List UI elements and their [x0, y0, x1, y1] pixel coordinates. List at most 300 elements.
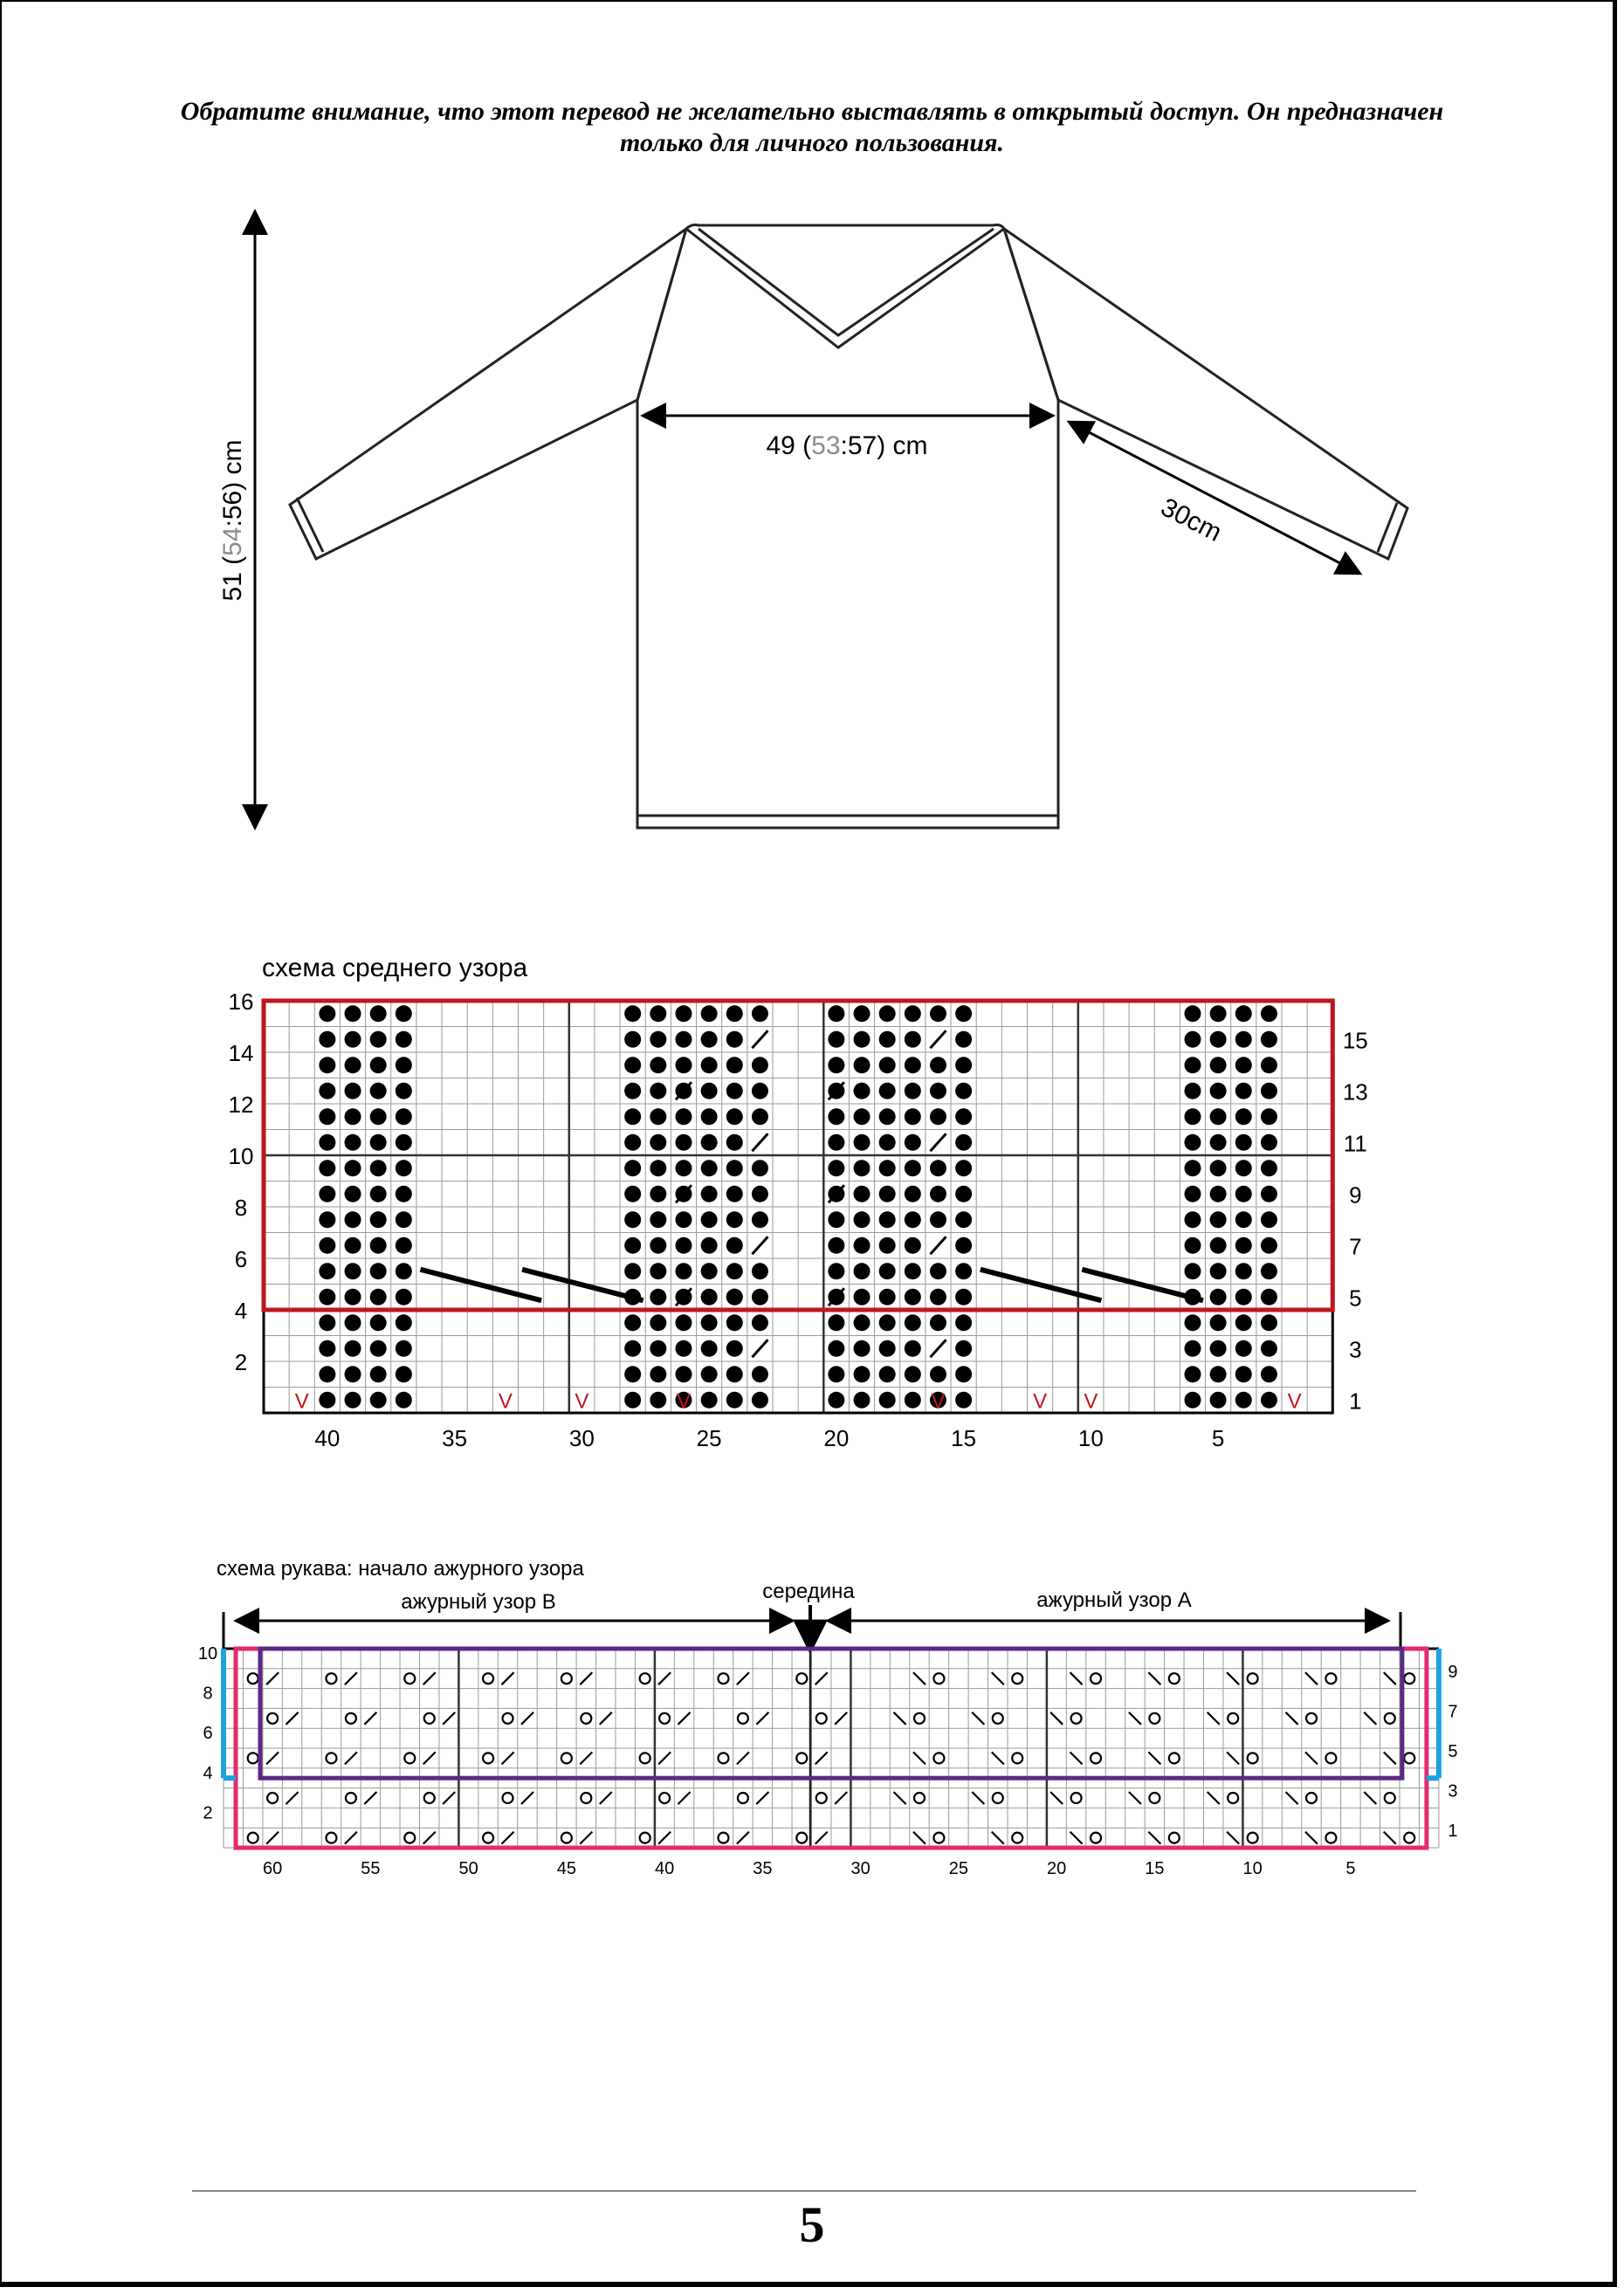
purl-dot — [905, 1340, 921, 1357]
purl-dot — [370, 1237, 387, 1254]
purl-dot — [1184, 1005, 1201, 1022]
purl-dot — [930, 1005, 946, 1022]
chest-alt: 53 — [811, 431, 841, 460]
decrease-symbol — [1384, 1672, 1396, 1684]
stitch-label: 35 — [442, 1425, 468, 1451]
purl-dot — [370, 1263, 387, 1279]
purl-dot — [370, 1314, 387, 1331]
purl-dot — [1210, 1134, 1227, 1151]
purl-dot — [879, 1392, 896, 1409]
purl-dot — [854, 1263, 870, 1279]
decrease-symbol — [1148, 1832, 1160, 1844]
sleeve-label: 30cm — [1156, 493, 1227, 548]
purl-dot — [650, 1211, 666, 1228]
slip-v-mark: V — [575, 1389, 589, 1414]
purl-dot — [930, 1366, 946, 1382]
decrease-symbol — [658, 1752, 671, 1764]
row-label-right: 15 — [1342, 1027, 1368, 1054]
purl-dot — [1184, 1057, 1201, 1073]
decrease-symbol — [972, 1792, 984, 1804]
purl-dot — [1261, 1340, 1277, 1357]
decrease-symbol — [815, 1672, 828, 1684]
purl-dot — [701, 1263, 718, 1279]
stitch-label: 45 — [556, 1859, 576, 1878]
slip-v-mark: V — [676, 1389, 691, 1414]
decrease-symbol — [1364, 1792, 1376, 1804]
purl-dot — [650, 1314, 666, 1331]
purl-dot — [370, 1366, 387, 1382]
row-label-left: 2 — [234, 1349, 248, 1375]
purl-dot — [701, 1314, 718, 1331]
decrease-symbol — [1148, 1752, 1160, 1764]
decrease-symbol — [835, 1792, 847, 1804]
purl-dot — [879, 1289, 896, 1305]
purl-dot — [675, 1031, 692, 1048]
yarn-over-symbol — [718, 1753, 728, 1763]
purl-dot — [345, 1392, 361, 1409]
purl-dot — [905, 1392, 921, 1409]
yarn-over-symbol — [1091, 1753, 1101, 1763]
decrease-symbol — [502, 1672, 514, 1684]
purl-dot — [955, 1005, 972, 1022]
purl-dot — [370, 1005, 387, 1022]
purl-dot — [879, 1366, 896, 1382]
decrease-symbol — [930, 1133, 946, 1151]
sleeve-chart — [198, 1605, 1458, 1878]
yarn-over-symbol — [914, 1713, 925, 1724]
purl-dot — [955, 1160, 972, 1176]
purl-dot — [854, 1057, 870, 1073]
purl-dot — [828, 1314, 844, 1331]
yarn-over-symbol — [1385, 1793, 1395, 1803]
middle-chart-title: схема среднего узора — [262, 954, 528, 982]
purl-dot — [879, 1211, 896, 1228]
left-sleeve — [290, 229, 686, 559]
purl-dot — [650, 1186, 666, 1202]
decrease-symbol — [266, 1672, 279, 1684]
decrease-symbol — [1305, 1832, 1318, 1844]
row-label-left: 16 — [228, 989, 254, 1015]
purl-dot — [905, 1366, 921, 1382]
yarn-over-symbol — [1325, 1753, 1336, 1763]
purl-dot — [955, 1237, 972, 1254]
chest-label — [766, 431, 927, 460]
purl-dot — [396, 1237, 412, 1254]
purl-dot — [701, 1366, 718, 1382]
decrease-symbol — [1286, 1712, 1298, 1725]
purl-dot — [879, 1057, 896, 1073]
row-label-left: 2 — [203, 1803, 213, 1823]
chest-main: 49 ( — [766, 431, 812, 460]
purl-dot — [396, 1314, 412, 1331]
decrease-symbol — [1227, 1832, 1239, 1844]
decrease-symbol — [580, 1832, 592, 1844]
purl-dot — [1210, 1211, 1227, 1228]
purl-dot — [396, 1108, 412, 1125]
purl-dot — [752, 1211, 768, 1228]
yarn-over-symbol — [346, 1793, 356, 1803]
purl-dot — [701, 1160, 718, 1176]
row-label-right: 1 — [1448, 1822, 1458, 1842]
purl-dot — [1261, 1108, 1277, 1125]
row-label-left: 6 — [203, 1724, 213, 1744]
purl-dot — [828, 1160, 844, 1176]
purl-dot — [319, 1005, 335, 1022]
decrease-symbol — [600, 1792, 612, 1804]
purl-dot — [319, 1289, 335, 1305]
purl-dot — [396, 1160, 412, 1176]
purl-dot — [1210, 1263, 1227, 1279]
purl-dot — [675, 1366, 692, 1382]
yarn-over-symbol — [933, 1753, 944, 1763]
yarn-over-symbol — [581, 1713, 591, 1724]
purl-dot — [319, 1108, 335, 1125]
decrease-symbol — [752, 1340, 767, 1357]
yarn-over-symbol — [1404, 1833, 1414, 1843]
decrease-symbol — [1227, 1672, 1239, 1684]
purl-dot — [828, 1134, 844, 1151]
purl-dot — [319, 1314, 335, 1331]
stitch-label: 25 — [948, 1859, 968, 1878]
purl-dot — [1210, 1340, 1227, 1357]
decrease-symbol — [580, 1752, 592, 1764]
decrease-symbol — [752, 1133, 767, 1151]
purl-dot — [1261, 1211, 1277, 1228]
purl-dot — [701, 1340, 718, 1357]
length-alt: 54 — [218, 527, 247, 556]
decrease-symbol — [1305, 1672, 1318, 1684]
purl-dot — [396, 1392, 412, 1409]
purl-dot — [1235, 1392, 1252, 1409]
purl-dot — [854, 1289, 870, 1305]
slip-stitch-line — [420, 1270, 541, 1301]
yarn-over-symbol — [248, 1753, 258, 1763]
purl-dot — [828, 1031, 844, 1048]
decrease-symbol — [1129, 1712, 1141, 1725]
purl-dot — [701, 1134, 718, 1151]
yarn-over-symbol — [1385, 1713, 1395, 1724]
purl-dot — [828, 1392, 844, 1409]
purl-dot — [752, 1005, 768, 1022]
yarn-over-symbol — [1169, 1753, 1180, 1763]
decrease-symbol — [1286, 1792, 1298, 1804]
yarn-over-symbol — [267, 1713, 278, 1724]
yarn-over-symbol — [561, 1753, 572, 1763]
privacy-notice: Обратите внимание, что этот перевод не желательно выставлять в открытый доступ. Он предназначен только для личного пользования. — [180, 97, 1444, 157]
slip-v-mark: V — [1287, 1389, 1302, 1414]
purl-dot — [828, 1057, 844, 1073]
purl-dot — [370, 1186, 387, 1202]
purl-dot — [624, 1392, 641, 1409]
purl-dot — [396, 1289, 412, 1305]
purl-dot — [905, 1211, 921, 1228]
yarn-over-symbol — [993, 1793, 1003, 1803]
purl-dot — [319, 1186, 335, 1202]
purl-dot — [319, 1263, 335, 1279]
purl-dot — [1184, 1186, 1201, 1202]
yarn-over-symbol — [1071, 1793, 1082, 1803]
yarn-over-symbol — [326, 1673, 336, 1684]
purl-dot — [955, 1366, 972, 1382]
row-label-right: 3 — [1448, 1781, 1458, 1801]
purl-dot — [955, 1057, 972, 1073]
purl-dot — [345, 1186, 361, 1202]
decrease-symbol — [1129, 1792, 1141, 1804]
decrease-symbol — [423, 1832, 436, 1844]
decrease-symbol — [266, 1832, 279, 1844]
yarn-over-symbol — [1012, 1673, 1022, 1684]
purl-dot — [701, 1211, 718, 1228]
stitch-label: 15 — [1145, 1859, 1165, 1878]
yarn-over-symbol — [404, 1753, 415, 1763]
purl-dot — [701, 1108, 718, 1125]
yarn-over-symbol — [816, 1713, 827, 1724]
yarn-over-symbol — [659, 1793, 670, 1803]
purl-dot — [905, 1263, 921, 1279]
purl-dot — [1235, 1083, 1252, 1099]
purl-dot — [930, 1108, 946, 1125]
purl-dot — [675, 1211, 692, 1228]
decrease-symbol — [1208, 1712, 1220, 1725]
row-label-right: 3 — [1349, 1336, 1362, 1363]
purl-dot — [752, 1083, 768, 1099]
purl-dot — [879, 1108, 896, 1125]
stitch-label: 40 — [314, 1425, 341, 1451]
purl-dot — [1210, 1083, 1227, 1099]
yarn-over-symbol — [993, 1713, 1003, 1724]
purl-dot — [854, 1005, 870, 1022]
decrease-symbol — [930, 1030, 946, 1048]
sweater-schematic — [290, 225, 1407, 829]
purl-dot — [345, 1057, 361, 1073]
purl-dot — [675, 1057, 692, 1073]
row-label-left: 12 — [228, 1092, 254, 1118]
decrease-symbol — [345, 1832, 357, 1844]
yarn-over-symbol — [483, 1673, 493, 1684]
purl-dot — [624, 1237, 641, 1254]
purl-dot — [319, 1134, 335, 1151]
purl-dot — [828, 1211, 844, 1228]
purl-dot — [624, 1314, 641, 1331]
decrease-symbol — [992, 1752, 1004, 1764]
purl-dot — [1210, 1237, 1227, 1254]
decrease-symbol — [678, 1712, 691, 1725]
purl-dot — [624, 1263, 641, 1279]
purl-dot — [905, 1186, 921, 1202]
purl-dot — [828, 1237, 844, 1254]
purl-dot — [854, 1237, 870, 1254]
purl-dot — [650, 1340, 666, 1357]
purl-dot — [701, 1186, 718, 1202]
purl-dot — [1261, 1314, 1277, 1331]
purl-dot — [1184, 1083, 1201, 1099]
decrease-symbol — [1384, 1752, 1396, 1764]
purl-dot — [726, 1340, 743, 1357]
decrease-symbol — [364, 1712, 376, 1725]
purl-dot — [1261, 1160, 1277, 1176]
stitch-label: 30 — [850, 1859, 870, 1878]
slip-v-mark: V — [1033, 1389, 1048, 1414]
slip-stitch-line — [981, 1270, 1102, 1301]
purl-dot — [345, 1237, 361, 1254]
purl-dot — [345, 1134, 361, 1151]
purl-dot — [905, 1057, 921, 1073]
decrease-symbol — [1305, 1752, 1318, 1764]
yarn-over-symbol — [1012, 1753, 1022, 1763]
purl-dot — [650, 1134, 666, 1151]
purl-dot — [675, 1134, 692, 1151]
purl-dot — [701, 1057, 718, 1073]
decrease-symbol — [600, 1712, 612, 1725]
purl-dot — [905, 1314, 921, 1331]
purl-dot — [650, 1108, 666, 1125]
purl-dot — [854, 1108, 870, 1125]
decrease-symbol — [423, 1672, 436, 1684]
decrease-symbol — [1208, 1792, 1220, 1804]
decrease-symbol — [678, 1792, 691, 1804]
purl-dot — [726, 1134, 743, 1151]
yarn-over-symbol — [326, 1753, 336, 1763]
purl-dot — [828, 1005, 844, 1022]
yarn-over-symbol — [404, 1833, 415, 1843]
row-label-right: 9 — [1349, 1181, 1362, 1209]
purl-dot — [370, 1211, 387, 1228]
purl-dot — [828, 1263, 844, 1279]
purl-dot — [726, 1186, 743, 1202]
neckline — [686, 225, 1004, 230]
purl-dot — [650, 1005, 666, 1022]
yarn-over-symbol — [1248, 1753, 1258, 1763]
purl-dot — [1210, 1392, 1227, 1409]
decrease-symbol — [1364, 1712, 1376, 1725]
purl-dot — [930, 1186, 946, 1202]
purl-dot — [955, 1134, 972, 1151]
purl-dot — [345, 1366, 361, 1382]
decrease-symbol — [913, 1832, 926, 1844]
purl-dot — [396, 1005, 412, 1022]
yarn-over-symbol — [659, 1713, 670, 1724]
purl-dot — [1261, 1083, 1277, 1099]
yarn-over-symbol — [248, 1833, 258, 1843]
decrease-symbol — [1148, 1672, 1160, 1684]
purl-dot — [905, 1237, 921, 1254]
decrease-symbol — [930, 1237, 946, 1254]
purl-dot — [955, 1031, 972, 1048]
purl-dot — [396, 1134, 412, 1151]
stitch-label: 60 — [263, 1859, 283, 1878]
yarn-over-symbol — [1228, 1713, 1238, 1724]
decrease-symbol — [1227, 1752, 1239, 1764]
page-number: 5 — [799, 2196, 825, 2253]
decrease-symbol — [580, 1672, 592, 1684]
slip-v-mark: V — [498, 1389, 513, 1414]
yarn-over-symbol — [1404, 1673, 1414, 1684]
purl-dot — [1235, 1340, 1252, 1357]
purl-dot — [1235, 1134, 1252, 1151]
purl-dot — [701, 1005, 718, 1022]
purl-dot — [930, 1289, 946, 1305]
purl-dot — [701, 1289, 718, 1305]
purl-dot — [854, 1031, 870, 1048]
yarn-over-symbol — [503, 1793, 513, 1803]
purl-dot — [752, 1186, 768, 1202]
yarn-over-symbol — [796, 1673, 807, 1684]
row-label-right: 5 — [1349, 1285, 1362, 1312]
purl-dot — [726, 1263, 743, 1279]
purl-dot — [879, 1186, 896, 1202]
purl-dot — [752, 1160, 768, 1176]
sleeve-pattern-b-label: ажурный узор В — [401, 1590, 556, 1614]
purl-dot — [1210, 1186, 1227, 1202]
purl-dot — [752, 1057, 768, 1073]
purl-dot — [905, 1160, 921, 1176]
decrease-symbol — [266, 1752, 279, 1764]
purl-dot — [650, 1057, 666, 1073]
yarn-over-symbol — [424, 1713, 435, 1724]
purl-dot — [726, 1289, 743, 1305]
purl-dot — [319, 1057, 335, 1073]
yarn-over-symbol — [1091, 1833, 1101, 1843]
purl-dot — [1184, 1314, 1201, 1331]
purl-dot — [396, 1031, 412, 1048]
yarn-over-symbol — [1325, 1673, 1336, 1684]
decrease-symbol — [992, 1672, 1004, 1684]
yarn-over-symbol — [738, 1793, 748, 1803]
purl-dot — [1261, 1134, 1277, 1151]
purl-dot — [905, 1031, 921, 1048]
purl-dot — [752, 1392, 768, 1409]
decrease-symbol — [502, 1832, 514, 1844]
purl-dot — [370, 1340, 387, 1357]
purl-dot — [345, 1314, 361, 1331]
purl-dot — [1184, 1237, 1201, 1254]
row-label-right: 9 — [1448, 1662, 1458, 1682]
row-label-right: 1 — [1349, 1388, 1362, 1415]
purl-dot — [345, 1340, 361, 1357]
decrease-symbol — [737, 1832, 749, 1844]
purl-dot — [624, 1005, 641, 1022]
purl-dot — [650, 1366, 666, 1382]
sweater-outline — [637, 400, 1058, 828]
decrease-symbol — [894, 1792, 906, 1804]
purl-dot — [905, 1083, 921, 1099]
length-sep: :56) cm — [218, 439, 247, 527]
purl-dot — [624, 1160, 641, 1176]
purl-dot — [396, 1083, 412, 1099]
purl-dot — [701, 1031, 718, 1048]
decrease-symbol — [345, 1752, 357, 1764]
purl-dot — [1261, 1031, 1277, 1048]
yarn-over-symbol — [933, 1833, 944, 1843]
decrease-symbol — [521, 1792, 533, 1804]
purl-dot — [879, 1263, 896, 1279]
yarn-over-symbol — [561, 1833, 572, 1843]
stitch-label: 10 — [1077, 1425, 1104, 1451]
purl-dot — [319, 1237, 335, 1254]
purl-dot — [675, 1340, 692, 1357]
row-label-left: 14 — [228, 1040, 254, 1066]
stitch-label: 10 — [1242, 1859, 1263, 1878]
sleeve-center-label: середина — [762, 1580, 855, 1603]
decrease-symbol — [815, 1832, 828, 1844]
purl-dot — [675, 1263, 692, 1279]
purl-dot — [650, 1031, 666, 1048]
stitch-label: 55 — [361, 1859, 381, 1878]
purl-dot — [650, 1289, 666, 1305]
purl-dot — [345, 1160, 361, 1176]
purl-dot — [650, 1263, 666, 1279]
purl-dot — [752, 1289, 768, 1305]
